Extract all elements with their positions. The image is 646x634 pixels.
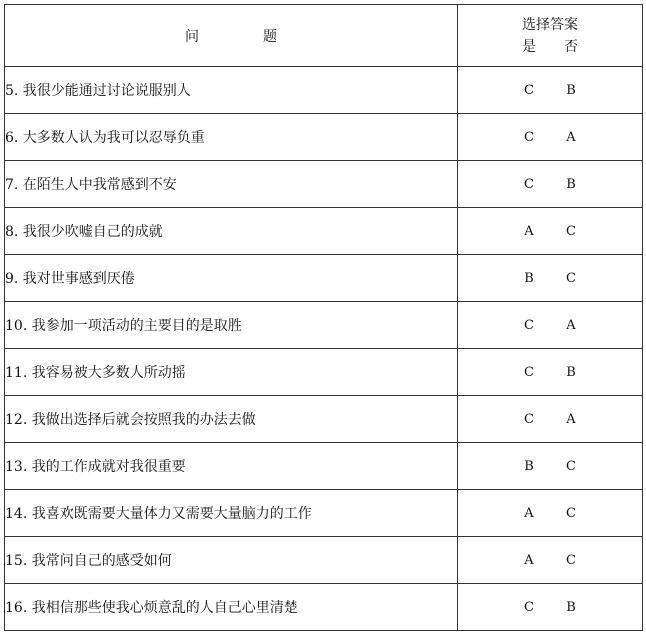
answer-cell [458,349,643,396]
table-row [5,490,643,537]
answer-cell [458,537,643,584]
question-text: 13. 我的工作成就对我很重要 [5,443,458,490]
yes-answer: C [524,176,534,192]
question-header-char-1: 问 [185,28,199,45]
question-text: 8. 我很少吹嘘自己的成就 [5,208,458,255]
yes-header: 是 [522,38,536,55]
yes-answer: C [524,129,534,145]
question-text: 12. 我做出选择后就会按照我的办法去做 [5,396,458,443]
question-header-char-2: 题 [263,28,277,45]
answer-cell [458,114,643,161]
table-row [5,443,643,490]
answer-cell [458,302,643,349]
answer-cell [458,67,643,114]
table-row [5,208,643,255]
table-row [5,255,643,302]
no-answer: B [566,176,576,192]
question-text: 6. 大多数人认为我可以忍辱负重 [5,114,458,161]
question-text: 14. 我喜欢既需要大量体力又需要大量脑力的工作 [5,490,458,537]
no-header: 否 [564,38,578,55]
table-row [5,114,643,161]
question-text: 5. 我很少能通过讨论说服别人 [5,67,458,114]
yes-answer: C [524,411,534,427]
answer-header-title: 选择答案 [522,16,578,33]
yes-answer: A [524,552,534,568]
yes-answer: C [524,364,534,380]
question-text: 7. 在陌生人中我常感到不安 [5,161,458,208]
answer-cell [458,208,643,255]
header-row [5,5,643,67]
answer-cell [458,584,643,631]
answer-cell [458,443,643,490]
table-row [5,396,643,443]
yes-answer: A [524,223,534,239]
table-row [5,67,643,114]
question-text: 10. 我参加一项活动的主要目的是取胜 [5,302,458,349]
table-row [5,302,643,349]
no-answer: C [566,458,576,474]
answer-cell [458,255,643,302]
question-text: 16. 我相信那些使我心烦意乱的人自己心里清楚 [5,584,458,631]
answer-options-header [458,36,642,58]
questionnaire-table [4,4,643,631]
no-answer: A [566,317,576,333]
no-answer: C [566,552,576,568]
answer-cell [458,161,643,208]
question-column-header [5,5,458,67]
table-row [5,537,643,584]
yes-answer: B [524,270,534,286]
no-answer: C [566,505,576,521]
table-row [5,349,643,396]
no-answer: C [566,270,576,286]
yes-answer: B [524,458,534,474]
question-text: 15. 我常问自己的感受如何 [5,537,458,584]
answer-cell [458,490,643,537]
question-text: 11. 我容易被大多数人所动摇 [5,349,458,396]
no-answer: B [566,364,576,380]
yes-answer: C [524,599,534,615]
yes-answer: C [524,317,534,333]
no-answer: B [566,82,576,98]
no-answer: A [566,129,576,145]
question-rows [5,67,643,631]
question-text: 9. 我对世事感到厌倦 [5,255,458,302]
no-answer: B [566,599,576,615]
no-answer: C [566,223,576,239]
no-answer: A [566,411,576,427]
yes-answer: C [524,82,534,98]
answer-cell [458,396,643,443]
table-row [5,584,643,631]
yes-answer: A [524,505,534,521]
table-row [5,161,643,208]
answer-column-header [458,5,643,67]
